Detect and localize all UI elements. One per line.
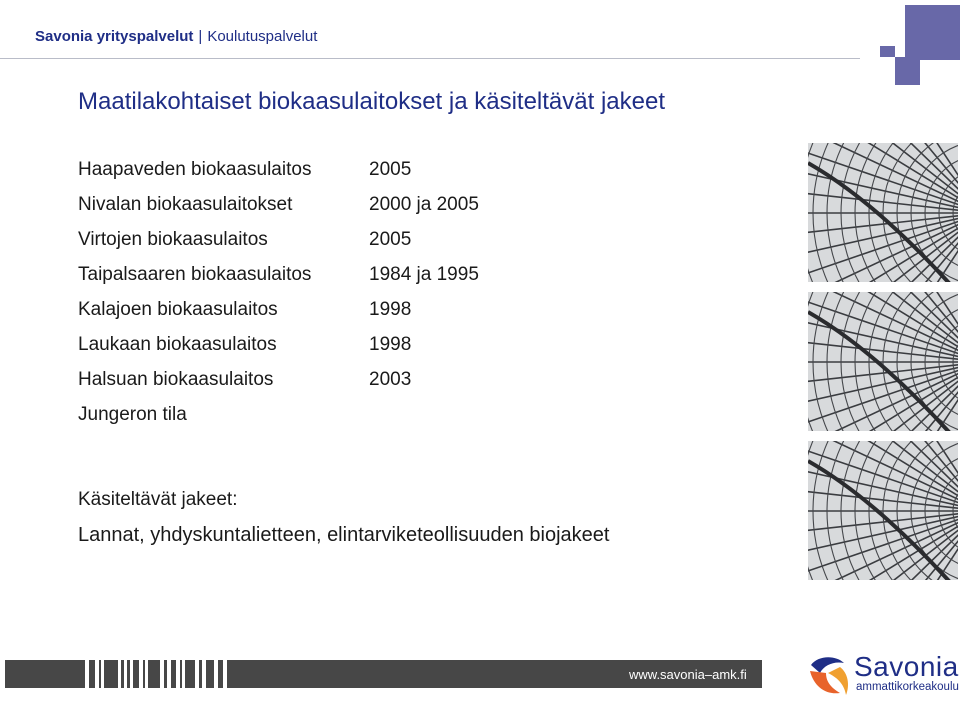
plant-name: Taipalsaaren biokaasulaitos [78, 264, 312, 285]
footer-url[interactable]: www.savonia–amk.fi [629, 667, 747, 682]
plant-name: Kalajoen biokaasulaitos [78, 299, 278, 320]
glass-roof-photo-3 [808, 441, 958, 580]
footer-logo-sub: ammattikorkeakoulu [856, 681, 959, 693]
header-separator: | [198, 28, 203, 45]
glass-roof-photo-2 [808, 292, 958, 431]
glass-roof-photo-icon [808, 143, 958, 282]
plant-year: 2005 [369, 159, 412, 180]
page-title: Maatilakohtaiset biokaasulaitokset ja käsiteltävät jakeet [78, 88, 665, 115]
glass-roof-photo-icon [808, 441, 958, 580]
plant-year: 2000 ja 2005 [369, 194, 479, 215]
waste-items: Lannat, yhdyskuntalietteen, elintarviketeollisuuden biojakeet [78, 524, 610, 546]
glass-roof-photo-icon [808, 292, 958, 431]
plant-name: Jungeron tila [78, 404, 187, 425]
plant-name: Haapaveden biokaasulaitos [78, 159, 312, 180]
plant-name: Laukaan biokaasulaitos [78, 334, 277, 355]
plant-year: 1984 ja 1995 [369, 264, 479, 285]
waste-heading: Käsiteltävät jakeet: [78, 489, 238, 510]
plant-name: Halsuan biokaasulaitos [78, 369, 274, 390]
plant-year: 1998 [369, 299, 412, 320]
footer-logo-name: Savonia [854, 651, 959, 682]
header-divider [0, 58, 860, 59]
decorative-squares-icon [0, 0, 960, 90]
header [35, 28, 317, 45]
plant-year: 2005 [369, 229, 412, 250]
plant-name: Nivalan biokaasulaitokset [78, 194, 293, 215]
plant-year: 2003 [369, 369, 412, 390]
header-section: Koulutuspalvelut [207, 28, 318, 45]
plant-name: Virtojen biokaasulaitos [78, 229, 268, 250]
header-brand: Savonia yrityspalvelut [35, 28, 194, 45]
glass-roof-photo-1 [808, 143, 958, 282]
plant-year: 1998 [369, 334, 412, 355]
